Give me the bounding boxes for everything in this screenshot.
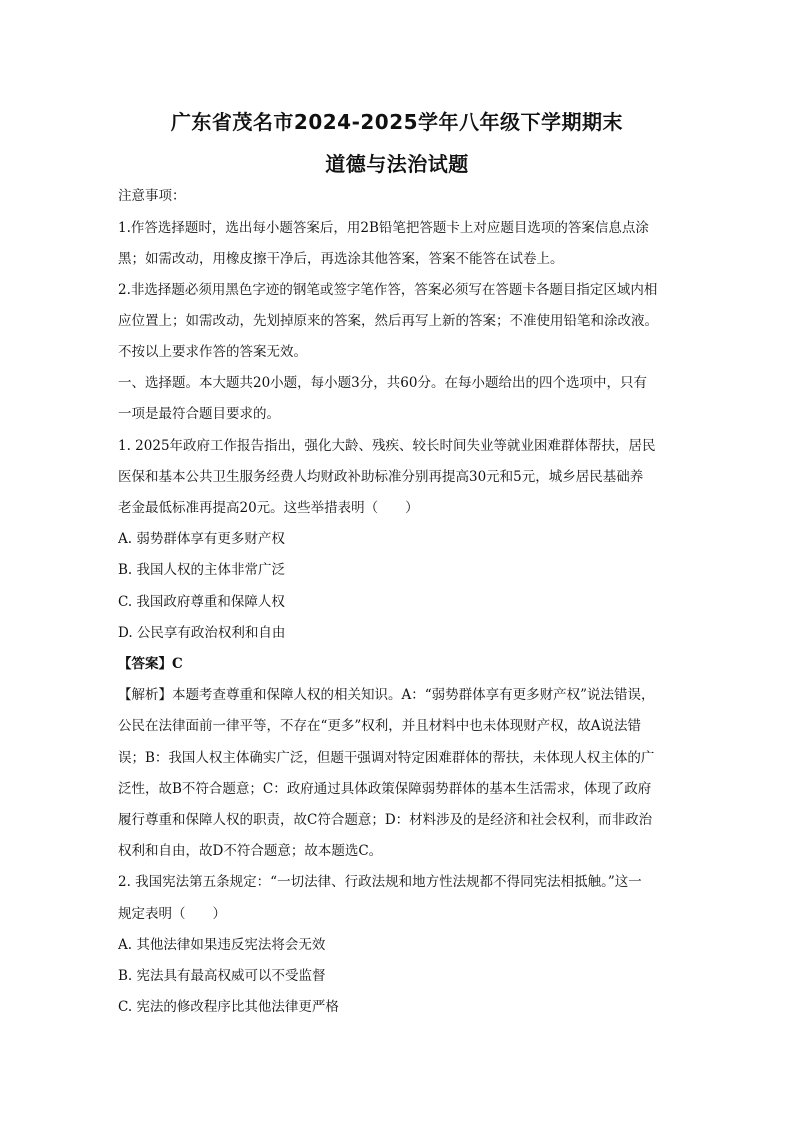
option-a: A. 其他法律如果违反宪法将会无效 [118, 937, 326, 953]
question-text: 规定表明（ ） [118, 906, 226, 922]
notice-line: 应位置上；如需改动，先划掉原来的答案，然后再写上新的答案；不准使用铅笔和涂改液。 [118, 313, 658, 329]
question-text: 医保和基本公共卫生服务经费人均财政补助标准分别再提高30元和5元，城乡居民基础养 [118, 469, 644, 485]
document-title: 广东省茂名市2024-2025学年八年级下学期期末 [170, 110, 624, 134]
notice-line: 不按以上要求作答的答案无效。 [118, 344, 307, 360]
analysis-line: 履行尊重和保障人权的职责，故C符合题意；D：材料涉及的是经济和社会权利，而非政治 [118, 812, 653, 828]
option-b: B. 我国人权的主体非常广泛 [118, 562, 286, 578]
option-c: C. 我国政府尊重和保障人权 [118, 594, 285, 610]
analysis-line: 权利和自由，故D不符合题意；故本题选C。 [118, 843, 383, 859]
question-text: 1. 2025年政府工作报告指出，强化大龄、残疾、较长时间失业等就业困难群体帮扶，居民 [118, 438, 656, 454]
notice-line: 2.非选择题必须用黑色字迹的钢笔或签字笔作答，答案必须写在答题卡各题目指定区域内相 [118, 282, 658, 298]
section-heading: 一项是最符合题目要求的。 [118, 406, 280, 422]
question-text: 老金最低标准再提高20元。这些举措表明（ ） [118, 500, 419, 516]
notice-line: 黑；如需改动，用橡皮擦干净后，再选涂其他答案，答案不能答在试卷上。 [118, 251, 564, 267]
analysis-line: 公民在法律面前一律平等，不存在“更多”权利，并且材料中也未体现财产权，故A说法错 [118, 718, 642, 734]
option-d: D. 公民享有政治权利和自由 [118, 625, 286, 641]
analysis-line: 误；B：我国人权主体确实广泛，但题干强调对特定困难群体的帮扶，未体现人权主体的广 [118, 750, 655, 766]
option-b: B. 宪法具有最高权威可以不受监督 [118, 968, 326, 984]
document-subtitle: 道德与法治试题 [325, 152, 469, 176]
notice-heading: 注意事项： [118, 188, 186, 204]
analysis-line: 【解析】本题考查尊重和保障人权的相关知识。A：“弱势群体享有更多财产权”说法错误， [118, 687, 655, 703]
question-text: 2. 我国宪法第五条规定：“一切法律、行政法规和地方性法规都不得同宪法相抵触。”这一 [118, 874, 642, 890]
notice-line: 1.作答选择题时，选出每小题答案后，用2B铅笔把答题卡上对应题目选项的答案信息点涂 [118, 220, 649, 236]
analysis-line: 泛性，故B不符合题意；C：政府通过具体政策保障弱势群体的基本生活需求，体现了政府 [118, 781, 652, 797]
section-heading: 一、选择题。本大题共20小题，每小题3分，共60分。在每小题给出的四个选项中，只有 [118, 375, 647, 391]
option-c: C. 宪法的修改程序比其他法律更严格 [118, 999, 339, 1015]
answer-line: 【答案】C [118, 656, 183, 672]
option-a: A. 弱势群体享有更多财产权 [118, 531, 285, 547]
